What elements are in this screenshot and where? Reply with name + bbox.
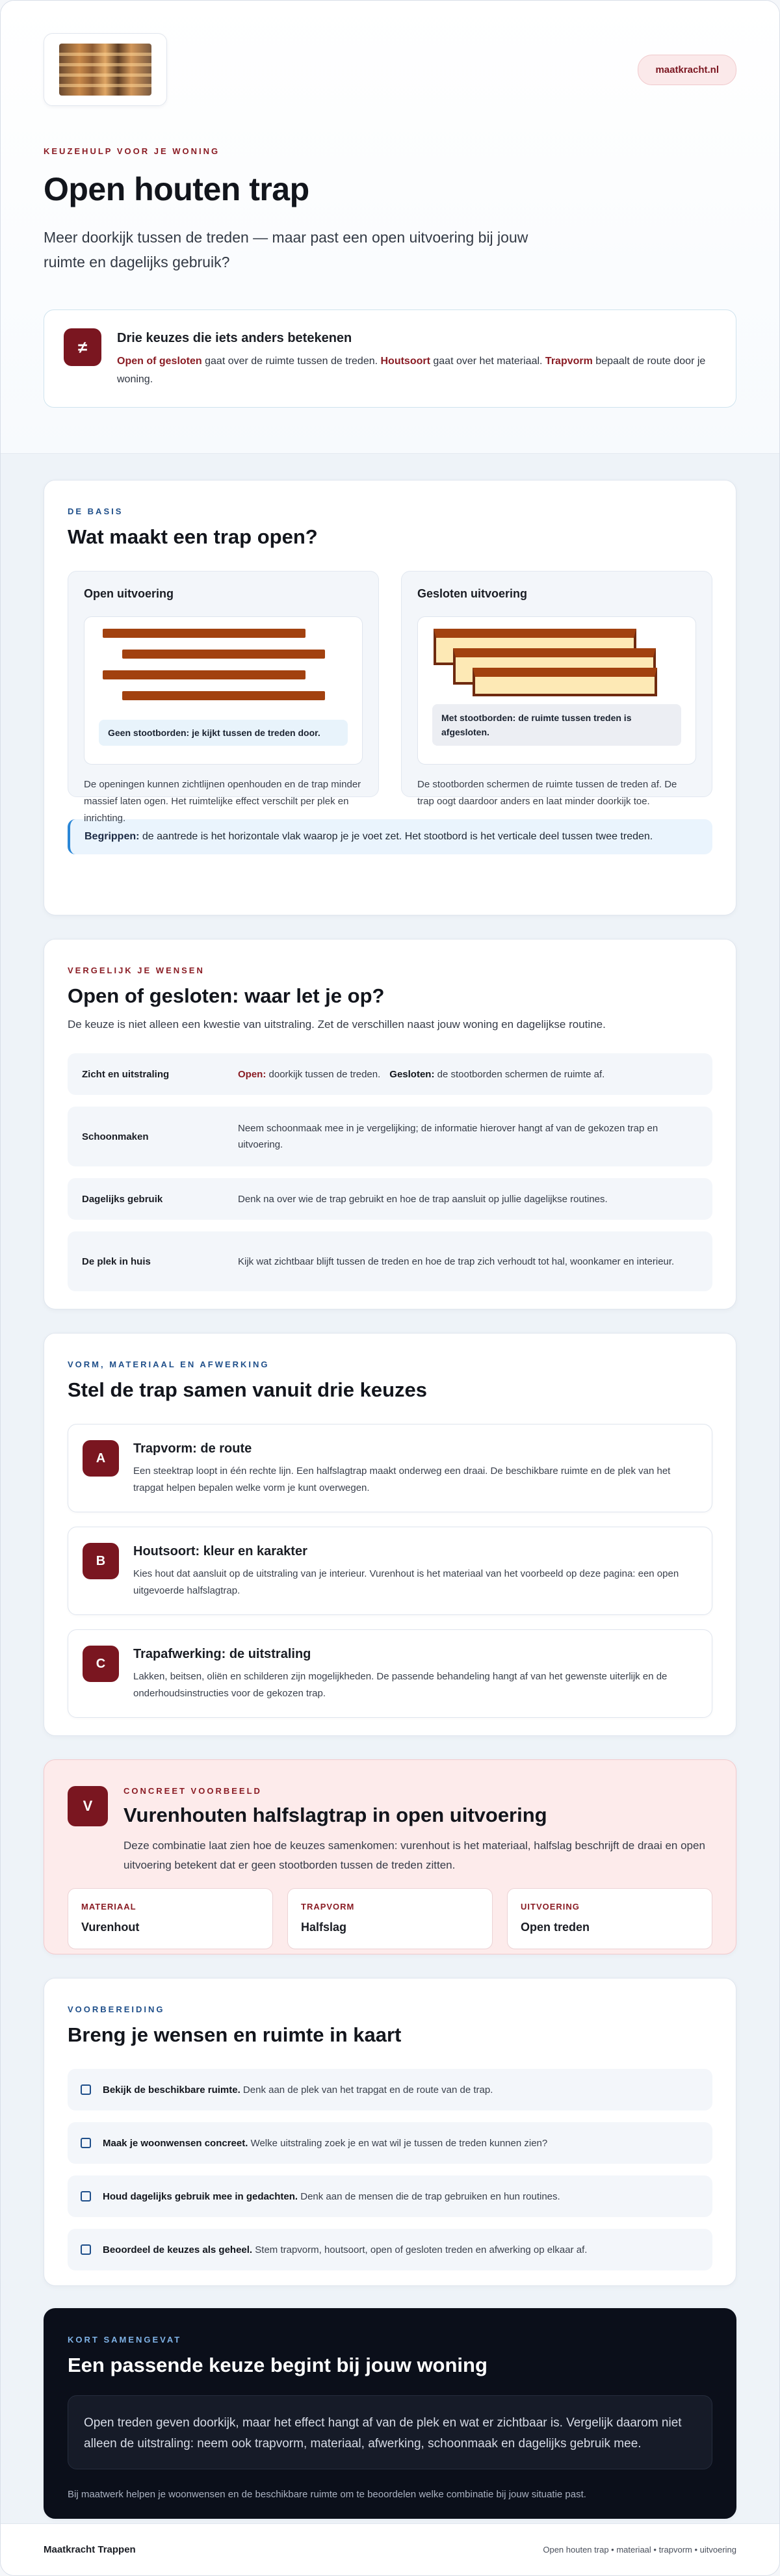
open-panel-title: Open uitvoering [84,587,174,600]
choice-list [68,1424,712,1718]
stair-photo [44,33,167,106]
notice-text: Open of gesloten gaat over de ruimte tussen de treden. Houtsoort gaat over het materiaal. Trapvorm bepaalt de route door je woning. [117,356,706,385]
choice-card: C Trapafwerking: de uitstraling Lakken, beitsen, oliën en schilderen zijn mogelijkheden. De passende behandeling hangt af van het gewenste uiterlijk en de onderhoudsinstructies voor de gekozen trap. [68,1629,712,1718]
closed-panel [401,571,712,807]
example-card-material: MATERIAAL Vurenhout [68,1888,273,1949]
compare-row: Zicht en uitstraling Open: doorkijk tussen de treden. Gesloten: de stootborden schermen de ruimte af. [68,1053,712,1095]
section-title: Vurenhouten halfslagtrap in open uitvoering [124,1804,547,1826]
notice-title: Drie keuzes die iets anders betekenen [117,331,352,345]
choice-badge: B [83,1543,119,1579]
choice-badge: A [83,1440,119,1477]
compare-row: Schoonmaken Neem schoonmaak mee in je vergelijking; de informatie hierover hangt af van de gekozen trap en uitvoering. [68,1107,712,1166]
section-title: Open of gesloten: waar let je op? [68,984,385,1007]
hero [1,1,779,454]
closed-panel-title: Gesloten uitvoering [417,587,528,600]
section-build [44,1333,736,1736]
section-title: Een passende keuze begint bij jouw woning [68,2354,488,2376]
page-title: Open houten trap [44,171,309,207]
example-card-execution: UITVOERING Open treden [507,1888,712,1949]
checklist [68,2069,712,2270]
checklist-item[interactable]: Beoordeel de keuzes als geheel. Stem trapvorm, houtsoort, open of gesloten treden en afwerking op elkaar af. [68,2229,712,2270]
checklist-item[interactable]: Bekijk de beschikbare ruimte. Denk aan de plek van het trapgat en de route van de trap. [68,2069,712,2110]
summary-quote: Open treden geven doorkijk, maar het effect hangt af van de plek en wat er zichtbaar is. Vergelijk daarom niet alleen de uitstraling: neem ook trapvorm, materiaal, afwerking, schoonmaak en dagelijks gebruik mee. [68,2395,712,2469]
open-caption: Geen stootborden: je kijkt tussen de treden door. [99,720,348,746]
terms-tip: Begrippen: de aantrede is het horizontale vlak waarop je je voet zet. Het stootbord is het verticale deel tussen twee treden. [68,819,712,854]
example-head [68,1786,712,1875]
section-eyebrow: CONCREET VOORBEELD [124,1786,262,1796]
checkbox-icon[interactable] [81,2084,91,2095]
hero-eyebrow: KEUZEHULP VOOR JE WONING [44,146,220,156]
section-eyebrow: KORT SAMENGEVAT [68,2335,182,2345]
footer-meta: Open houten trap • materiaal • trapvorm • uitvoering [543,2545,736,2555]
section-title: Breng je wensen en ruimte in kaart [68,2023,402,2046]
closed-stair-illustration [417,616,696,765]
example-badge: V [68,1786,108,1826]
section-summary [44,2308,736,2519]
section-eyebrow: VORM, MATERIAAL EN AFWERKING [68,1360,270,1369]
section-compare [44,939,736,1309]
open-desc: De openingen kunnen zichtlijnen openhouden en de trap minder massief laten ogen. Het ruimtelijke effect verschilt per plek en inrichting. [84,779,361,824]
summary-footnote: Bij maatwerk helpen je woonwensen en de beschikbare ruimte om te beoordelen welke combinatie bij jouw situatie past. [68,2489,586,2500]
section-title: Wat maakt een trap open? [68,525,318,548]
checkbox-icon[interactable] [81,2138,91,2148]
domain-pill[interactable]: maatkracht.nl [638,55,736,85]
compare-row: Dagelijks gebruik Denk na over wie de trap gebruikt en hoe de trap aansluit op jullie dagelijkse routines. [68,1178,712,1220]
section-basis [44,480,736,915]
checkbox-icon[interactable] [81,2244,91,2255]
example-cards [68,1888,712,1949]
section-prep [44,1978,736,2286]
section-title: Stel de trap samen vanuit drie keuzes [68,1378,428,1401]
stair-photo-image [59,44,151,96]
notice-card [44,309,736,408]
open-panel [68,571,379,824]
hero-lead: Meer doorkijk tussen de treden — maar past een open uitvoering bij jouw ruimte en dagelijks gebruik? [44,229,528,270]
hero-top [44,33,736,106]
section-eyebrow: VERGELIJK JE WENSEN [68,966,205,975]
choice-badge: C [83,1646,119,1682]
section-eyebrow: DE BASIS [68,506,124,516]
compare-row: De plek in huis Kijk wat zichtbaar blijft tussen de treden en hoe de trap zich verhoudt tot hal, woonkamer en interieur. [68,1231,712,1291]
choice-card: A Trapvorm: de route Een steektrap loopt in één rechte lijn. Een halfslagtrap maakt onderweg een draai. De beschikbare ruimte en de plek van het trapgat helpen bepalen welke vorm je kunt overwegen. [68,1424,712,1512]
choice-card: B Houtsoort: kleur en karakter Kies hout dat aansluit op de uitstraling van je interieur. Vurenhout is het materiaal van het voorbeeld op deze pagina: een open uitgevoerde halfslagtrap. [68,1527,712,1615]
checklist-item[interactable]: Maak je woonwensen concreet. Welke uitstraling zoek je en wat wil je tussen de treden kunnen zien? [68,2122,712,2164]
footer-brand[interactable]: Maatkracht Trappen [44,2544,136,2555]
section-eyebrow: VOORBEREIDING [68,2004,165,2014]
compare-rows [68,1053,712,1291]
open-stair-illustration [84,616,363,765]
closed-desc: De stootborden schermen de ruimte tussen de treden af. De trap oogt daardoor anders en laat minder doorkijk toe. [417,779,677,807]
section-example [44,1759,736,1954]
example-card-form: TRAPVORM Halfslag [287,1888,493,1949]
section-subtitle: De keuze is niet alleen een kwestie van uitstraling. Zet de verschillen naast jouw woning en dagelijkse routine. [68,1018,606,1031]
example-text: Deze combinatie laat zien hoe de keuzes samenkomen: vurenhout is het materiaal, halfslag beschrijft de draai en open uitvoering betekent dat er geen stootborden tussen de treden zitten. [124,1839,705,1871]
not-equal-icon: ≠ [64,328,101,366]
checklist-item[interactable]: Houd dagelijks gebruik mee in gedachten. Denk aan de mensen die de trap gebruiken en hun routines. [68,2175,712,2217]
compare-panels [68,571,712,824]
closed-caption: Met stootborden: de ruimte tussen treden is afgesloten. [432,704,681,746]
checkbox-icon[interactable] [81,2191,91,2201]
footer [1,2523,779,2575]
